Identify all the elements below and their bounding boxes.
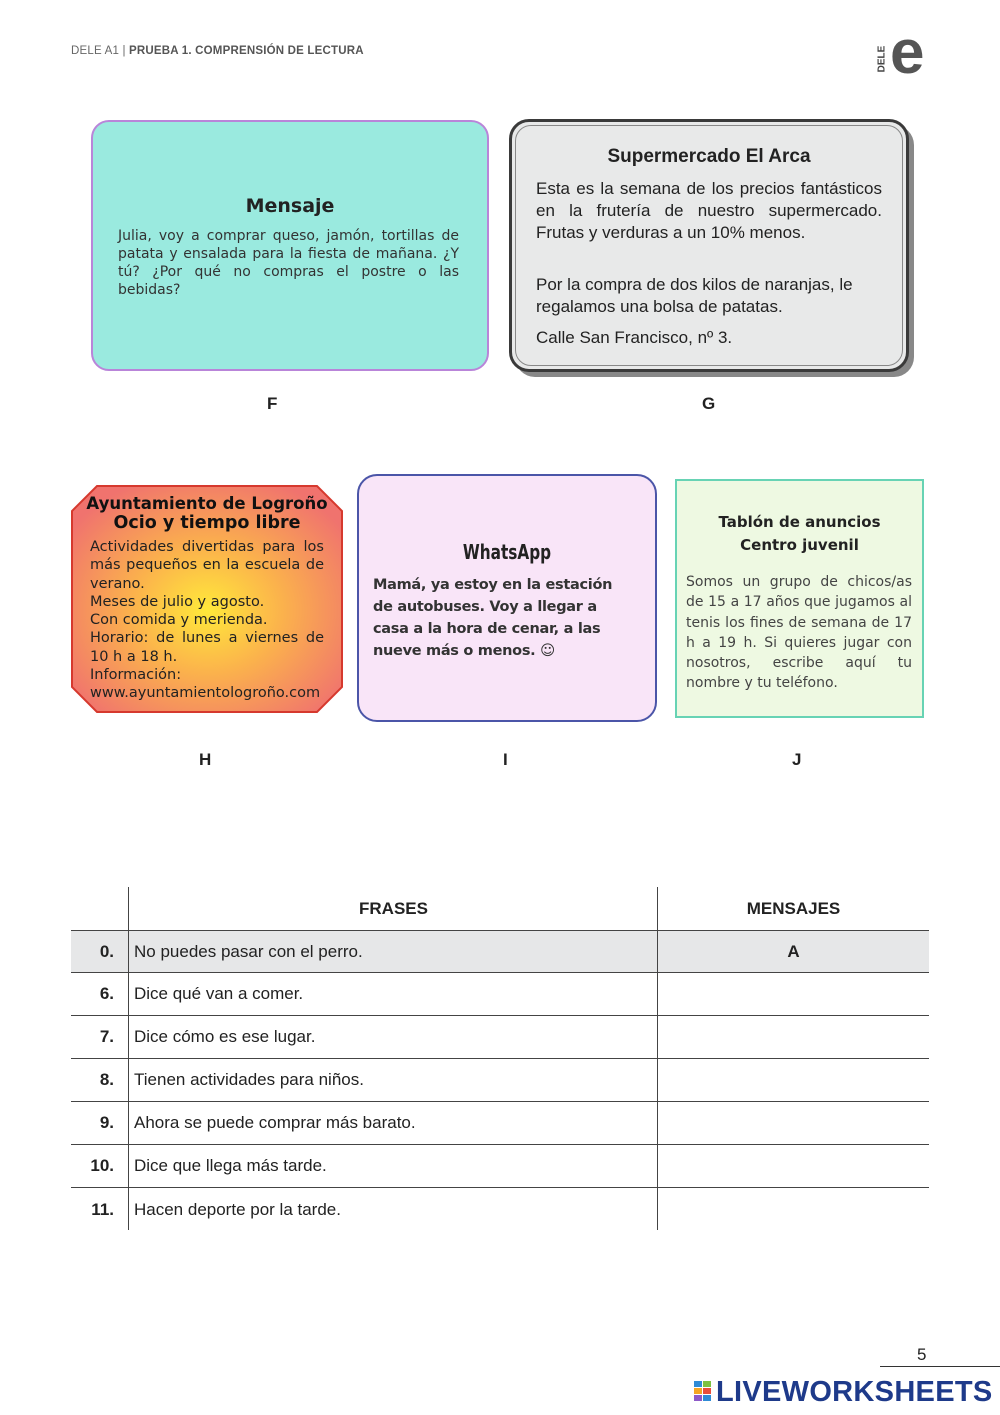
table-row: 0. No puedes pasar con el perro. A [71,930,929,973]
table-row: 7. Dice cómo es ese lugar. [71,1016,929,1059]
table-divider-left [128,887,129,1230]
card-i-title: WhatsApp [462,540,552,564]
card-i-letter: I [503,750,508,769]
dele-logo: DELE e [876,18,925,87]
card-h-title-2: Ocio y tiempo libre [113,513,301,533]
table-row: 6. Dice qué van a comer. [71,973,929,1016]
card-g-paragraph-1: Esta es la semana de los precios fantásticos en la frutería de nuestro supermercado. Frutas y verduras a un 10% menos. [536,179,882,242]
answer-cell: A [787,941,800,961]
card-h-body: Actividades divertidas para los más pequeños en la escuela de verano. Meses de julio y agosto. Con comida y merienda. Horario: de lunes a viernes de 10 h a 18 h. Información: www.ayuntamientologroño.com [90,539,324,702]
liveworksheets-icon [694,1381,712,1403]
card-h-ayuntamiento [71,485,343,713]
card-g-paragraph-3: Calle San Francisco, nº 3. [536,328,733,347]
card-j-letter: J [792,750,802,769]
page-header [71,45,364,57]
page-number-rule [880,1366,1000,1367]
answer-cell[interactable] [658,1188,929,1231]
liveworksheets-text: LIVEWORKSHEETS [716,1376,993,1408]
table-row: 9. Ahora se puede comprar más barato. [71,1102,929,1145]
table-header [71,887,929,930]
answer-cell[interactable] [658,1059,929,1101]
card-h-letter: H [199,750,212,769]
card-g-title: Supermercado El Arca [607,146,811,167]
card-j-body: Somos un grupo de chicos/as de 15 a 17 años que jugamos al tenis los fines de semana de 17 h a 19 h. Si quieres jugar con nosotros, escribe aquí tu nombre y tu teléfono. [686,574,912,692]
card-j-tablon [675,479,924,718]
card-g-supermercado [509,119,909,372]
table-row: 10. Dice que llega más tarde. [71,1145,929,1188]
table-row: 11. Hacen deporte por la tarde. [71,1188,929,1231]
card-i-body: Mamá, ya estoy en la estación de autobuses. Voy a llegar a casa a la hora de cenar, a las nueve más o menos. ☺ [373,577,613,659]
card-g-paragraph-2: Por la compra de dos kilos de naranjas, le regalamos una bolsa de patatas. [536,275,853,316]
answer-cell[interactable] [658,1145,929,1187]
answer-cell[interactable] [658,1016,929,1058]
card-f-title: Mensaje [245,195,335,217]
card-h-title-1: Ayuntamiento de Logroño [86,494,328,513]
card-g-letter: G [702,394,716,413]
col-frases: FRASES [359,898,428,918]
card-j-title: Tablón de anuncios Centro juvenil [718,513,881,554]
answer-cell[interactable] [658,973,929,1015]
col-mensajes: MENSAJES [746,898,841,918]
card-f-mensaje [91,120,489,371]
answer-cell[interactable] [658,1102,929,1144]
card-i-whatsapp [357,474,657,722]
answer-table [71,887,929,1231]
page-number: 5 [917,1345,927,1364]
card-f-letter: F [267,394,278,413]
exam-label: DELE A1 | [71,45,130,57]
section-label: PRUEBA 1. COMPRENSIÓN DE LECTURA [129,45,364,57]
table-divider-right [657,887,658,1230]
card-f-body: Julia, voy a comprar queso, jamón, tortillas de patata y ensalada para la fiesta de mañana. ¿Y tú? ¿Por qué no compras el postre o las bebidas? [118,228,459,298]
table-row: 8. Tienen actividades para niños. [71,1059,929,1102]
